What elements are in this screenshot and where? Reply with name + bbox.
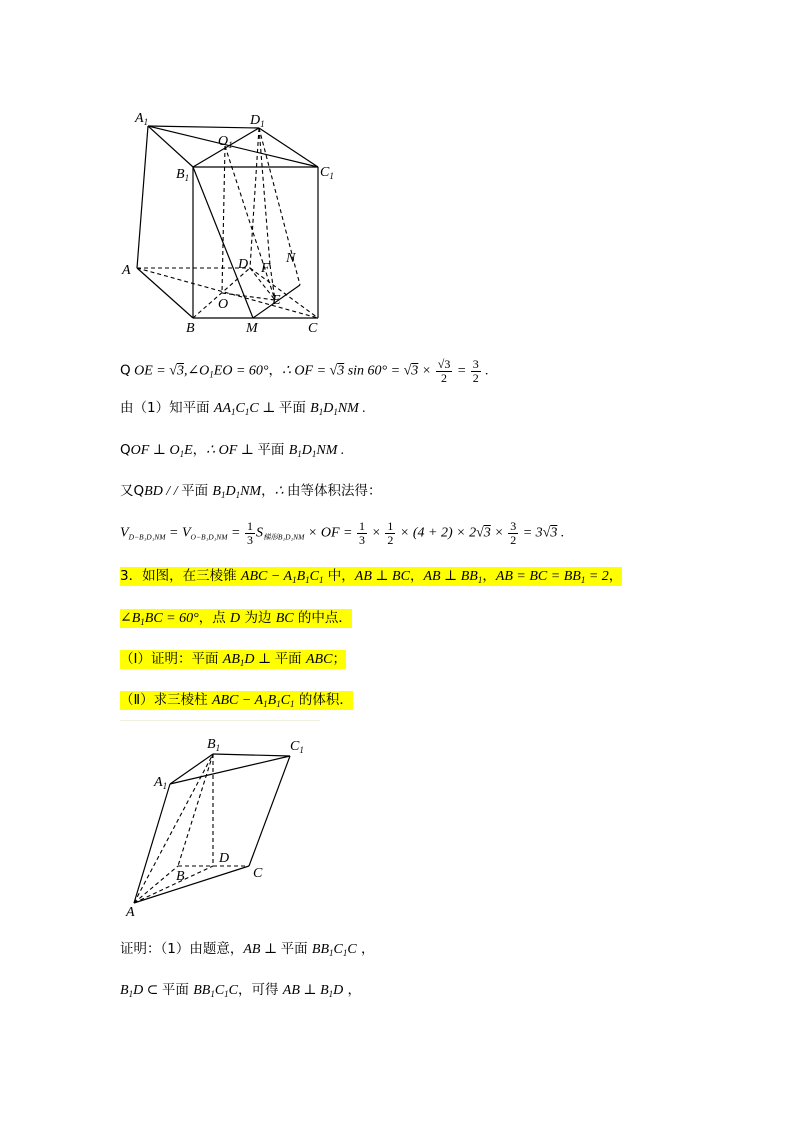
triangular-prism-figure xyxy=(120,735,320,920)
label2-a1: $A_1$ xyxy=(154,775,168,791)
label2-d: D xyxy=(219,851,230,866)
label-o: O xyxy=(218,297,229,312)
proof-line-2: $B_1D$ ⊂ 平面 $BB_1C_1C$，可得 AB ⊥ $B_1D$ ， xyxy=(120,982,362,999)
label2-b1: $B_1$ xyxy=(207,737,221,753)
label-c: C xyxy=(308,321,318,336)
solution-line-4: 又QBD / / 平面 $B_1D_1NM$，∴ 由等体积法得： xyxy=(120,483,382,500)
prism-figure xyxy=(115,105,345,340)
label-b: B xyxy=(186,321,195,336)
solution-line-2: 由（1）知平面 $AA_1C_1C$ ⊥ 平面 $B_1D_1NM$ . xyxy=(120,400,366,417)
problem-line-2: $\angle B_1BC = 60^\circ$，点 D 为边 BC 的中点． xyxy=(120,610,352,627)
solution-line-5: $V_{D-B_1D_1NM} = V_{O-B_1D_1NM}$ = $\frac{1}{3}$ $S_{梯形B_1D_1NM}$ × OF = $\frac{1}{3}$ × $\frac{1}{2}$ × (4 + 2) × 2√3 × $\frac{3}{2}$ = 3√3 . xyxy=(120,519,565,547)
label2-c: C xyxy=(253,866,263,881)
label-m: M xyxy=(246,321,258,336)
label-c1: $C_1$ xyxy=(320,165,334,181)
problem-line-3: （Ⅰ）证明：平面 $AB_1D$ ⊥ 平面 ABC； xyxy=(120,651,346,668)
divider xyxy=(120,720,320,721)
proof-line-1: 证明：（1）由题意，AB ⊥ 平面 $BB_1C_1C$ ， xyxy=(120,941,375,958)
label-n: N xyxy=(286,251,296,266)
label-a: A xyxy=(122,263,131,278)
label2-c1: $C_1$ xyxy=(290,739,304,755)
label2-a: A xyxy=(126,905,135,920)
problem-line-1: 3．如图，在三棱锥 ABC − $A_1B_1C_1$ 中，AB ⊥ BC，AB ⊥ $BB_1$，AB = BC = $BB_1 = 2$， xyxy=(120,568,623,585)
label-a1: $A_1$ xyxy=(135,111,149,127)
label-o1: $O_1$ xyxy=(218,134,233,150)
label-b1: $B_1$ xyxy=(176,167,190,183)
label-d: D xyxy=(238,257,249,272)
label-e: E xyxy=(272,293,281,308)
label2-b: B xyxy=(176,869,185,884)
solution-line-1: Q OE = $√3,\angle O_1EO = 60^\circ$，∴ OF = √3 sin 60° = √3 × $\frac{√3}{2}$ = $\frac{3}{2}$ . xyxy=(120,357,489,385)
solution-line-3: QOF ⊥ $O_1E$，∴ OF ⊥ 平面 $B_1D_1NM$ . xyxy=(120,442,345,459)
label-f: F xyxy=(261,261,270,276)
problem-line-4: （Ⅱ）求三棱柱 ABC − $A_1B_1C_1$ 的体积． xyxy=(120,692,353,709)
label-d1: $D_1$ xyxy=(250,113,265,129)
